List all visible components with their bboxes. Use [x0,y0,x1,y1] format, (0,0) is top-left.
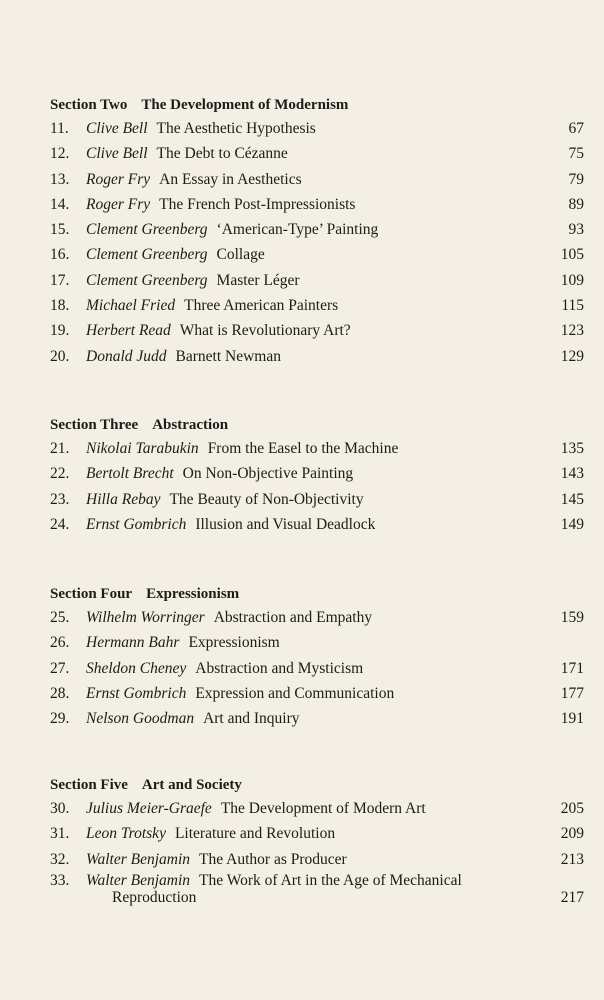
entry-page-number: 143 [560,465,584,483]
entry-title: The French Post-Impressionists [159,195,356,213]
section-title: Expressionism [146,586,240,602]
entry-author: Hermann Bahr [86,634,180,652]
section-heading [50,774,584,796]
entry-text [86,293,338,318]
entry-number: 19. [50,322,70,340]
entry-author: Clement Greenberg [86,271,208,289]
entry-title: The Work of Art in the Age of Mechanical [199,871,462,889]
entry-text [86,872,462,906]
entry-title: The Debt to Cézanne [156,145,288,163]
entry-page-number: 191 [560,710,584,728]
entry-text [86,192,355,217]
entry-title: Barnett Newman [175,347,281,365]
toc-entry [50,268,584,293]
entry-number: 33. [50,871,70,889]
entry-page-number: 149 [560,515,584,533]
toc-entry [50,821,584,846]
entry-text [86,706,300,731]
section-number: Section Two [50,97,128,113]
toc-entry [50,318,584,343]
entry-author: Wilhelm Worringer [86,609,205,626]
entry-title: Expressionism [188,634,280,652]
entry-page-number: 159 [560,609,584,626]
entry-page-number: 129 [560,347,584,365]
section-number: Section Four [50,586,133,602]
entry-author: Sheldon Cheney [86,659,187,677]
entry-number: 24. [50,515,70,533]
entry-number: 26. [50,634,70,652]
entry-page-number: 115 [561,297,584,315]
entry-page-number: 79 [568,170,584,188]
entry-text [86,796,426,821]
entry-page-number: 67 [568,120,584,137]
entry-number: 20. [50,347,70,365]
toc-entry [50,167,584,192]
entry-author: Clive Bell [86,145,148,163]
entry-author: Walter Benjamin [86,850,191,868]
section-three [50,414,584,537]
entry-number: 13. [50,170,70,188]
entry-page-number: 75 [568,145,584,163]
entry-title: On Non-Objective Painting [182,465,354,483]
section-two [50,94,584,369]
entry-page-number: 177 [560,684,584,702]
entry-text [86,116,316,141]
entry-number: 21. [50,440,70,457]
entry-number: 27. [50,659,70,677]
entry-number: 11. [50,120,69,137]
section-heading [50,414,584,436]
section-five [50,774,584,908]
entry-number: 32. [50,850,70,868]
toc-entry [50,656,584,681]
entry-text [86,605,372,630]
toc-entry [50,344,584,369]
entry-number: 22. [50,465,70,483]
entry-page-number: 105 [560,246,584,264]
section-title: Art and Society [141,777,242,793]
entry-text [86,167,302,192]
entry-title: Art and Inquiry [203,710,300,728]
entry-title: From the Easel to the Machine [207,440,399,457]
entry-author: Hilla Rebay [86,490,161,508]
entry-title: The Aesthetic Hypothesis [156,120,316,137]
entry-title: Abstraction and Mysticism [195,659,364,677]
toc-entry [50,461,584,486]
entry-title: Illusion and Visual Deadlock [195,515,376,533]
entry-author: Leon Trotsky [86,825,166,843]
entry-author: Nelson Goodman [86,710,195,728]
entry-page-number: 213 [560,850,584,868]
toc-entry [50,242,584,267]
toc-entry [50,293,584,318]
entry-text [86,318,351,343]
section-heading [50,583,584,605]
toc-entry [50,706,584,731]
entry-number: 28. [50,684,70,702]
entry-text [86,436,398,461]
entry-title: The Author as Producer [199,850,347,868]
entry-author: Donald Judd [86,347,167,365]
entry-title: Three American Painters [184,297,339,315]
entry-number: 29. [50,710,70,728]
entry-text [86,847,347,872]
toc-entry [50,217,584,242]
entry-text [86,681,394,706]
entry-author: Clive Bell [86,120,148,137]
entry-page-number: 135 [560,440,584,457]
toc-entry [50,605,584,630]
entry-text [86,512,375,537]
entry-title: Abstraction and Empathy [213,609,373,626]
entry-title: The Beauty of Non-Objectivity [169,490,364,508]
entry-title-continued: Reproduction [112,888,197,906]
entry-number: 30. [50,800,70,817]
entry-page-number: 93 [568,221,584,239]
entry-author: Roger Fry [86,170,151,188]
section-title: Abstraction [152,417,229,433]
toc-entry [50,847,584,872]
entry-title: What is Revolutionary Art? [179,322,351,340]
entry-page-number: 109 [560,271,584,289]
entry-page-number: 217 [560,888,584,906]
toc-entry [50,487,584,512]
entry-page-number: 209 [560,825,584,843]
section-four [50,583,584,731]
toc-entry [50,512,584,537]
entry-author: Roger Fry [86,195,151,213]
entry-author: Michael Fried [86,297,176,315]
entry-title: Master Léger [216,271,300,289]
entry-number: 12. [50,145,70,163]
entry-number: 25. [50,609,70,626]
entry-page-number: 171 [560,659,584,677]
toc-entry [50,141,584,166]
entry-text [86,487,364,512]
entry-text [86,344,281,369]
entry-author: Walter Benjamin [86,871,191,889]
entry-page-number: 205 [560,800,584,817]
entry-number: 14. [50,195,70,213]
entry-author: Herbert Read [86,322,171,340]
entry-author: Julius Meier-Graefe [86,800,212,817]
entry-text [86,141,288,166]
entry-page-number: 89 [568,195,584,213]
entry-author: Ernst Gombrich [86,515,187,533]
entry-number: 17. [50,271,70,289]
entry-text [86,821,335,846]
entry-number: 23. [50,490,70,508]
entry-text [86,268,300,293]
toc-entry [50,116,584,141]
entry-author: Clement Greenberg [86,221,208,239]
entry-page-number: 123 [560,322,584,340]
entry-number: 18. [50,297,70,315]
entry-text [86,242,265,267]
entry-title: Collage [216,246,265,264]
entry-author: Nikolai Tarabukin [86,440,199,457]
entry-page-number: 145 [560,490,584,508]
entry-text [86,630,280,655]
entry-text [86,217,378,242]
entry-title: The Development of Modern Art [220,800,426,817]
section-title: The Development of Modernism [141,97,349,113]
section-number: Section Three [50,417,139,433]
entry-number: 15. [50,221,70,239]
entry-text [86,461,353,486]
entry-title: ‘American-Type’ Painting [216,221,379,239]
entry-text [86,656,363,681]
toc-entry [50,192,584,217]
section-heading [50,94,584,116]
entry-number: 16. [50,246,70,264]
entry-author: Bertolt Brecht [86,465,174,483]
entry-title: Expression and Communication [195,684,395,702]
toc-entry [50,872,584,908]
toc-entry [50,796,584,821]
entry-number: 31. [50,825,70,843]
section-number: Section Five [50,777,128,793]
entry-title: An Essay in Aesthetics [159,170,302,188]
entry-author: Clement Greenberg [86,246,208,264]
entry-author: Ernst Gombrich [86,684,187,702]
entry-title: Literature and Revolution [174,825,336,843]
toc-entry [50,681,584,706]
toc-entry [50,630,584,655]
toc-entry [50,436,584,461]
